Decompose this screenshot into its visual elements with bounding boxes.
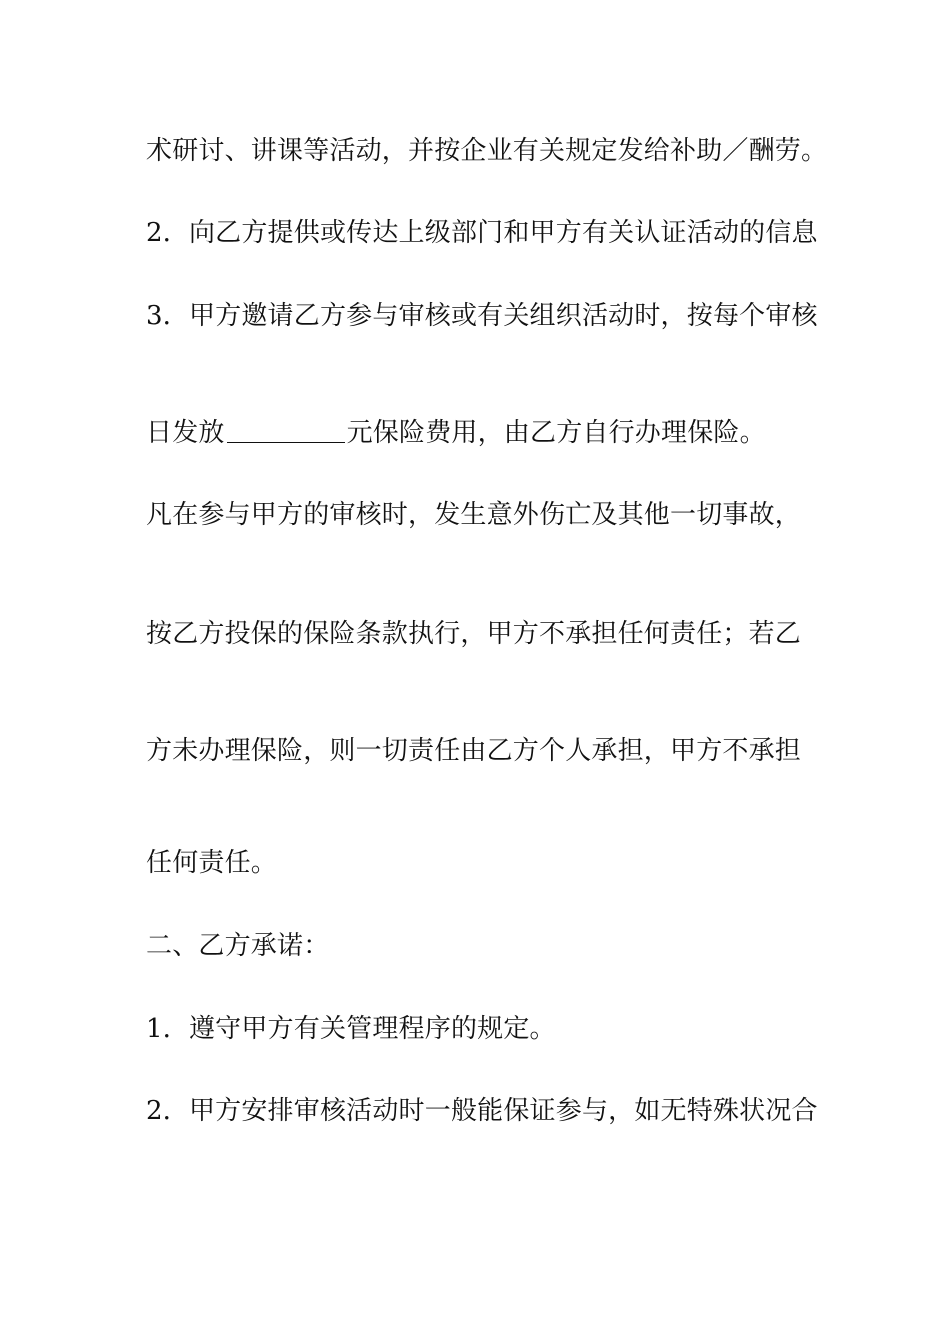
fill-in-blank bbox=[227, 418, 345, 443]
paragraph-line-7: 方未办理保险，则一切责任由乙方个人承担，甲方不承担 bbox=[146, 736, 802, 766]
section-heading: 二、乙方承诺： bbox=[146, 931, 330, 961]
paragraph-line-4 bbox=[146, 416, 816, 450]
paragraph-line-6: 按乙方投保的保险条款执行，甲方不承担任何责任；若乙 bbox=[146, 619, 802, 649]
line-4-suffix: 元保险费用，由乙方自行办理保险。 bbox=[346, 418, 766, 448]
paragraph-line-10: 1．遵守甲方有关管理程序的规定。 bbox=[146, 1014, 556, 1044]
paragraph-line-5: 凡在参与甲方的审核时，发生意外伤亡及其他一切事故， bbox=[146, 500, 802, 530]
paragraph-line-1: 术研讨、讲课等活动，并按企业有关规定发给补助／酬劳。 bbox=[146, 136, 828, 166]
paragraph-line-11: 2．甲方安排审核活动时一般能保证参与，如无特殊状况合 bbox=[146, 1096, 818, 1126]
line-4-prefix: 日发放 bbox=[146, 418, 225, 448]
paragraph-line-8: 任何责任。 bbox=[146, 848, 278, 878]
paragraph-line-3: 3．甲方邀请乙方参与审核或有关组织活动时，按每个审核 bbox=[146, 301, 818, 331]
paragraph-line-2: 2．向乙方提供或传达上级部门和甲方有关认证活动的信息 bbox=[146, 218, 818, 248]
